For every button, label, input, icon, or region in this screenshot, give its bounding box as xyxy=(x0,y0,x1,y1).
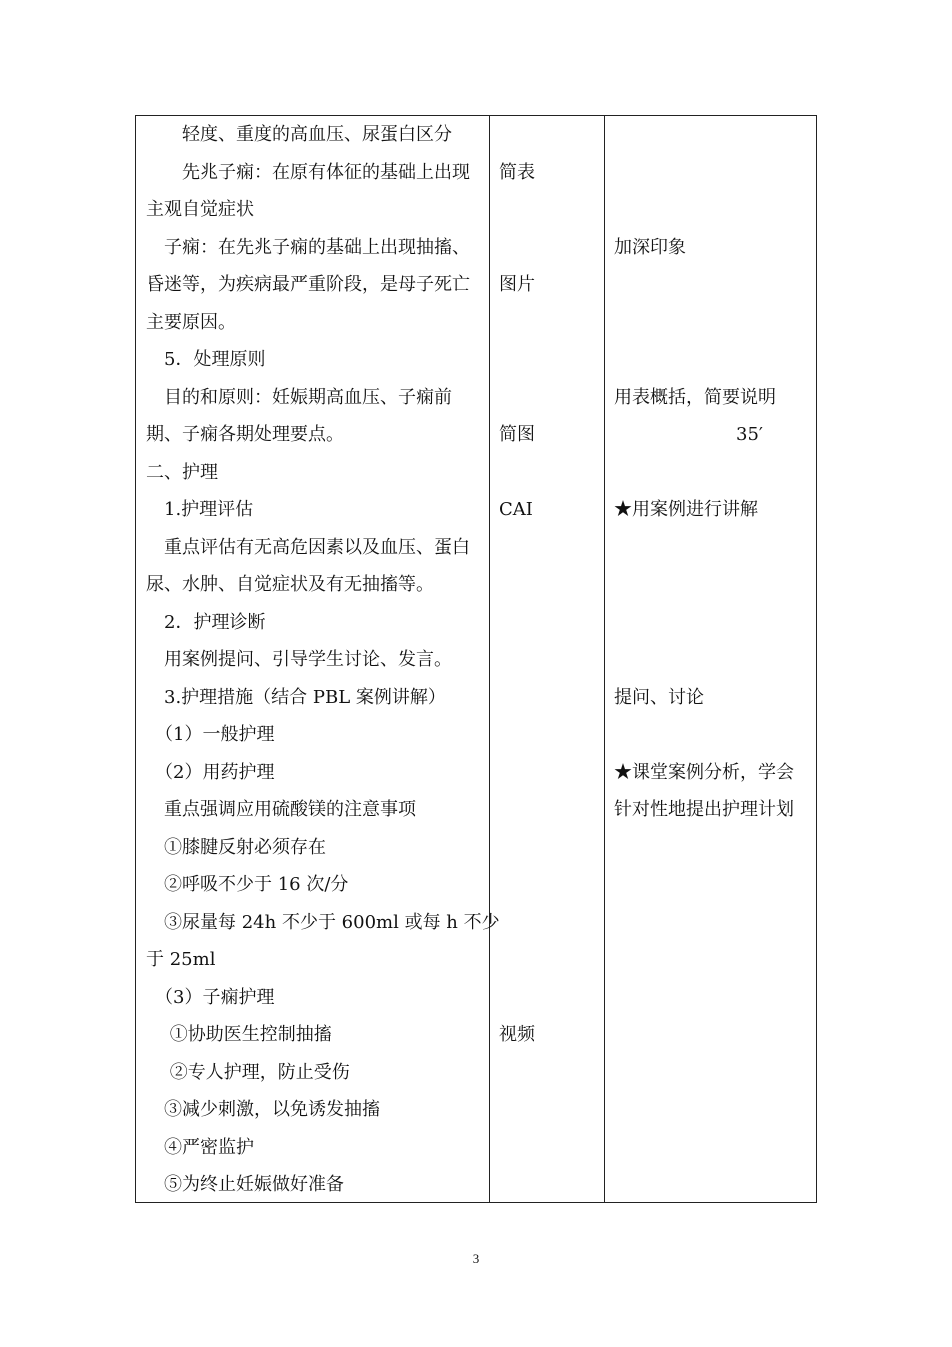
content-line: 3.护理措施（结合 PBL 案例讲解） xyxy=(146,687,446,708)
content-line: （1）一般护理 xyxy=(146,724,275,745)
content-line: 主观自觉症状 xyxy=(146,199,254,220)
content-line: （2）用药护理 xyxy=(146,762,275,783)
content-line: 2．护理诊断 xyxy=(146,612,266,633)
content-line: 昏迷等，为疾病最严重阶段，是母子死亡 xyxy=(146,274,470,295)
content-line: ②呼吸不少于 16 次/分 xyxy=(146,874,349,895)
content-line: 重点强调应用硫酸镁的注意事项 xyxy=(146,799,416,820)
note-line: 用表概括，简要说明 xyxy=(614,387,776,408)
content-line: 于 25ml xyxy=(146,949,216,970)
content-line: 子痫：在先兆子痫的基础上出现抽搐、 xyxy=(146,237,470,258)
content-line: ①膝腱反射必须存在 xyxy=(146,837,326,858)
note-line: 加深印象 xyxy=(614,237,686,258)
content-line: 期、子痫各期处理要点。 xyxy=(146,424,344,445)
content-line: 目的和原则：妊娠期高血压、子痫前 xyxy=(146,387,452,408)
time-note: 35′ xyxy=(736,424,763,445)
note-line: 针对性地提出护理计划 xyxy=(614,799,794,820)
content-line: （3）子痫护理 xyxy=(146,987,275,1008)
note-line: ★课堂案例分析，学会 xyxy=(614,762,794,783)
note-line: 提问、讨论 xyxy=(614,687,704,708)
content-line: ⑤为终止妊娠做好准备 xyxy=(146,1174,344,1195)
column-divider-content-media xyxy=(489,116,490,1202)
media-label: 图片 xyxy=(499,274,535,295)
content-line: 用案例提问、引导学生讨论、发言。 xyxy=(146,649,452,670)
content-line: ③尿量每 24h 不少于 600ml 或每 h 不少 xyxy=(146,912,500,933)
content-line: 重点评估有无高危因素以及血压、蛋白 xyxy=(146,537,470,558)
content-line: ③减少刺激，以免诱发抽搐 xyxy=(146,1099,380,1120)
column-divider-media-notes xyxy=(604,116,605,1202)
page-number: 3 xyxy=(472,1251,480,1266)
content-line: ④严密监护 xyxy=(146,1137,254,1158)
note-line: ★用案例进行讲解 xyxy=(614,499,758,520)
content-line: 轻度、重度的高血压、尿蛋白区分 xyxy=(146,124,452,145)
media-label: 简表 xyxy=(499,162,535,183)
lesson-plan-table xyxy=(135,115,817,1203)
media-label: 简图 xyxy=(499,424,535,445)
content-line: 先兆子痫：在原有体征的基础上出现 xyxy=(146,162,470,183)
media-label: 视频 xyxy=(499,1024,535,1045)
content-line: ②专人护理，防止受伤 xyxy=(146,1062,350,1083)
content-line: 尿、水肿、自觉症状及有无抽搐等。 xyxy=(146,574,434,595)
content-line: 主要原因。 xyxy=(146,312,236,333)
media-label: CAI xyxy=(499,499,533,520)
content-line: 5．处理原则 xyxy=(146,349,266,370)
content-line: ①协助医生控制抽搐 xyxy=(146,1024,332,1045)
content-line: 二、护理 xyxy=(146,462,218,483)
content-line: 1.护理评估 xyxy=(146,499,254,520)
